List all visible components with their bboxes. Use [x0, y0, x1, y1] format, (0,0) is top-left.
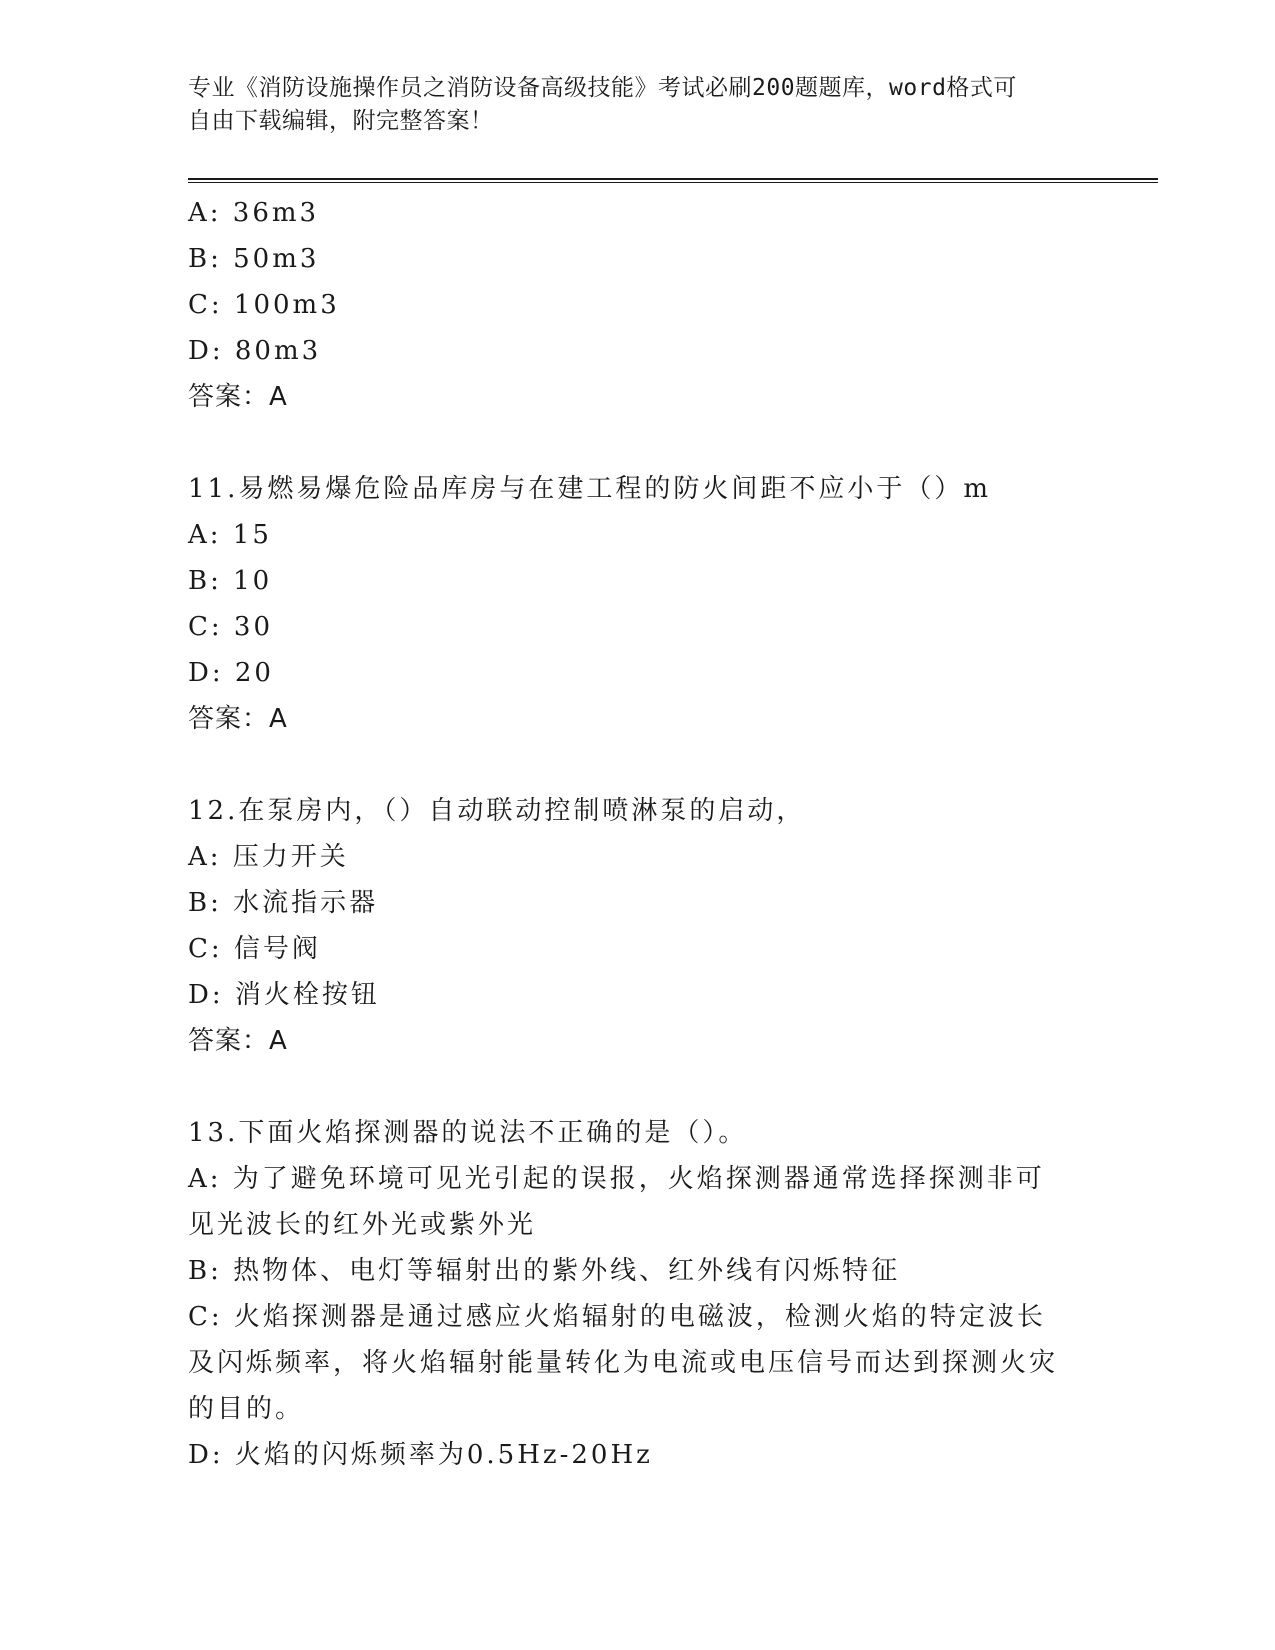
option-b: B: 50m3	[188, 244, 320, 274]
header-divider-thick	[188, 178, 1158, 180]
spacer	[188, 742, 1088, 788]
option-b: B: 10	[188, 566, 273, 596]
header-title-line1: 专业《消防设施操作员之消防设备高级技能》考试必刷200题题库，word格式可	[188, 75, 1017, 101]
option-d: D: 火焰的闪烁频率为0.5Hz-20Hz	[188, 1440, 653, 1470]
option-a: A: 压力开关	[188, 842, 349, 872]
question-block-13	[188, 1110, 1088, 1478]
option-a: A: 36m3	[188, 198, 320, 228]
option-a: A: 为了避免环境可见光引起的误报，火焰探测器通常选择探测非可见光波长的红外光或紫外光	[188, 1164, 1045, 1240]
question-text: 11.易燃易爆危险品库房与在建工程的防火间距不应小于（）m	[188, 474, 992, 504]
option-b: B: 热物体、电灯等辐射出的紫外线、红外线有闪烁特征	[188, 1256, 901, 1286]
option-d: D: 消火栓按钮	[188, 980, 380, 1010]
answer-label: 答案：A	[188, 1026, 288, 1056]
spacer	[188, 420, 1088, 466]
question-block-prev	[188, 190, 1088, 420]
option-c: C: 30	[188, 612, 274, 642]
header-divider-thin	[188, 182, 1158, 183]
header-title-line2: 自由下载编辑，附完整答案！	[188, 108, 494, 134]
option-c: C: 100m3	[188, 290, 340, 320]
option-a: A: 15	[188, 520, 272, 550]
answer-label: 答案：A	[188, 382, 288, 412]
question-content	[188, 190, 1088, 1478]
option-d: D: 80m3	[188, 336, 322, 366]
document-header	[188, 72, 1068, 138]
question-text: 12.在泵房内，（）自动联动控制喷淋泵的启动，	[188, 796, 806, 826]
option-c: C: 信号阀	[188, 934, 321, 964]
option-b: B: 水流指示器	[188, 888, 379, 918]
question-text: 13.下面火焰探测器的说法不正确的是（）。	[188, 1118, 748, 1148]
spacer	[188, 1064, 1088, 1110]
question-block-12	[188, 788, 1088, 1064]
option-c: C: 火焰探测器是通过感应火焰辐射的电磁波，检测火焰的特定波长及闪烁频率，将火焰辐射能量转化为电流或电压信号而达到探测火灾的目的。	[188, 1302, 1059, 1424]
option-d: D: 20	[188, 658, 274, 688]
question-block-11	[188, 466, 1088, 742]
answer-label: 答案：A	[188, 704, 288, 734]
